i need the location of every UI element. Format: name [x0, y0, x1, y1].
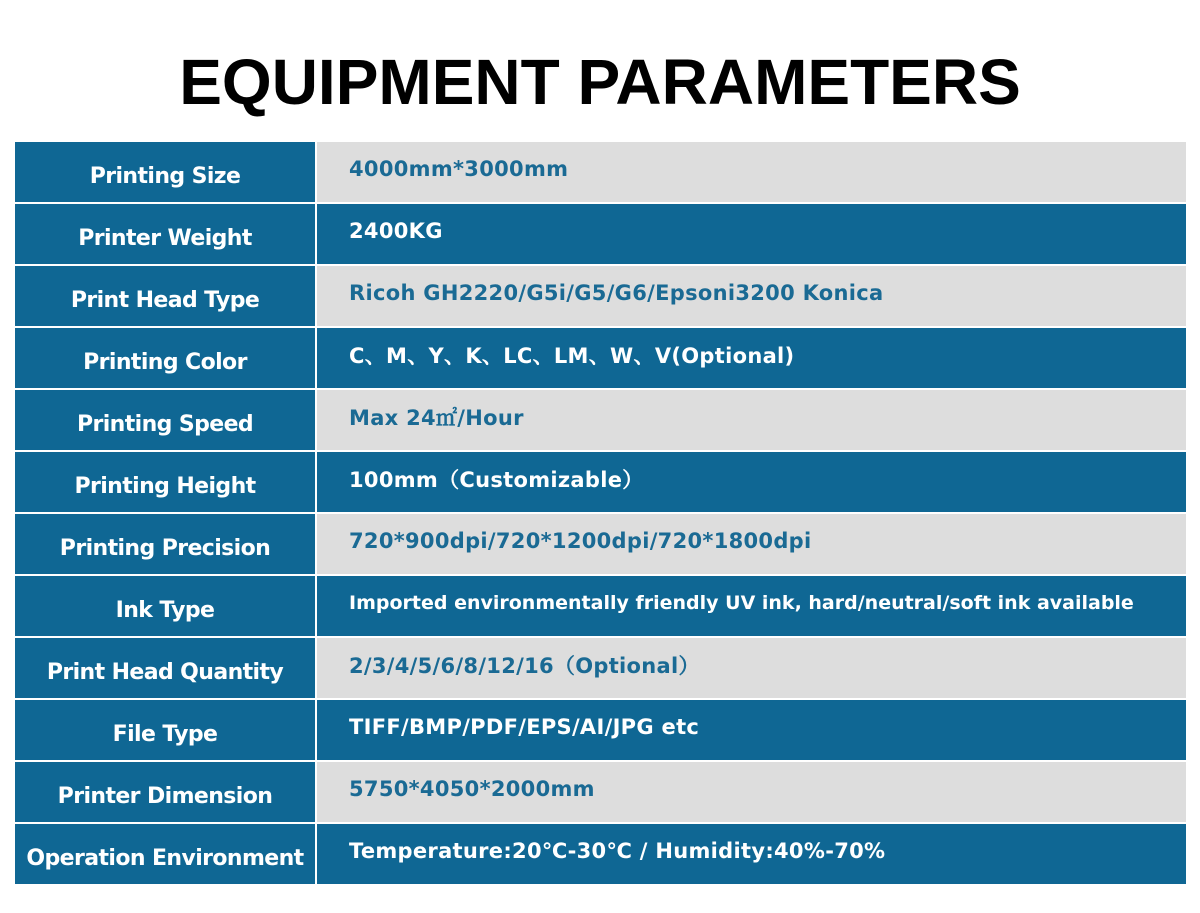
param-label: Ink Type	[15, 576, 315, 636]
param-value: 2400KG	[317, 204, 1186, 264]
table-row	[15, 762, 1186, 822]
table-row	[15, 390, 1186, 450]
param-label: Printing Precision	[15, 514, 315, 574]
table-row	[15, 142, 1186, 202]
param-label: File Type	[15, 700, 315, 760]
param-label: Printing Size	[15, 142, 315, 202]
table-row	[15, 328, 1186, 388]
table-row	[15, 700, 1186, 760]
parameters-table	[15, 142, 1186, 886]
param-label: Printing Color	[15, 328, 315, 388]
table-row	[15, 514, 1186, 574]
param-value: Ricoh GH2220/G5i/G5/G6/Epsoni3200 Konica	[317, 266, 1186, 326]
table-row	[15, 824, 1186, 884]
param-value: Temperature:20℃-30℃ / Humidity:40%-70%	[317, 824, 1186, 884]
page-title: EQUIPMENT PARAMETERS	[179, 46, 1021, 118]
param-value: Imported environmentally friendly UV ink, hard/neutral/soft ink available	[317, 576, 1186, 636]
table-row	[15, 576, 1186, 636]
param-value: C、M、Y、K、LC、LM、W、V(Optional)	[317, 328, 1186, 388]
param-value: 4000mm*3000mm	[317, 142, 1186, 202]
param-value: 5750*4050*2000mm	[317, 762, 1186, 822]
param-label: Operation Environment	[15, 824, 315, 884]
param-value: TIFF/BMP/PDF/EPS/AI/JPG etc	[317, 700, 1186, 760]
param-value: 720*900dpi/720*1200dpi/720*1800dpi	[317, 514, 1186, 574]
table-row	[15, 452, 1186, 512]
param-label: Printing Height	[15, 452, 315, 512]
table-row	[15, 266, 1186, 326]
param-label: Print Head Type	[15, 266, 315, 326]
param-label: Print Head Quantity	[15, 638, 315, 698]
table-row	[15, 638, 1186, 698]
param-value: Max 24㎡/Hour	[317, 390, 1186, 450]
param-value: 100mm（Customizable）	[317, 452, 1186, 512]
table-row	[15, 204, 1186, 264]
param-label: Printing Speed	[15, 390, 315, 450]
param-label: Printer Weight	[15, 204, 315, 264]
param-label: Printer Dimension	[15, 762, 315, 822]
param-value: 2/3/4/5/6/8/12/16（Optional）	[317, 638, 1186, 698]
